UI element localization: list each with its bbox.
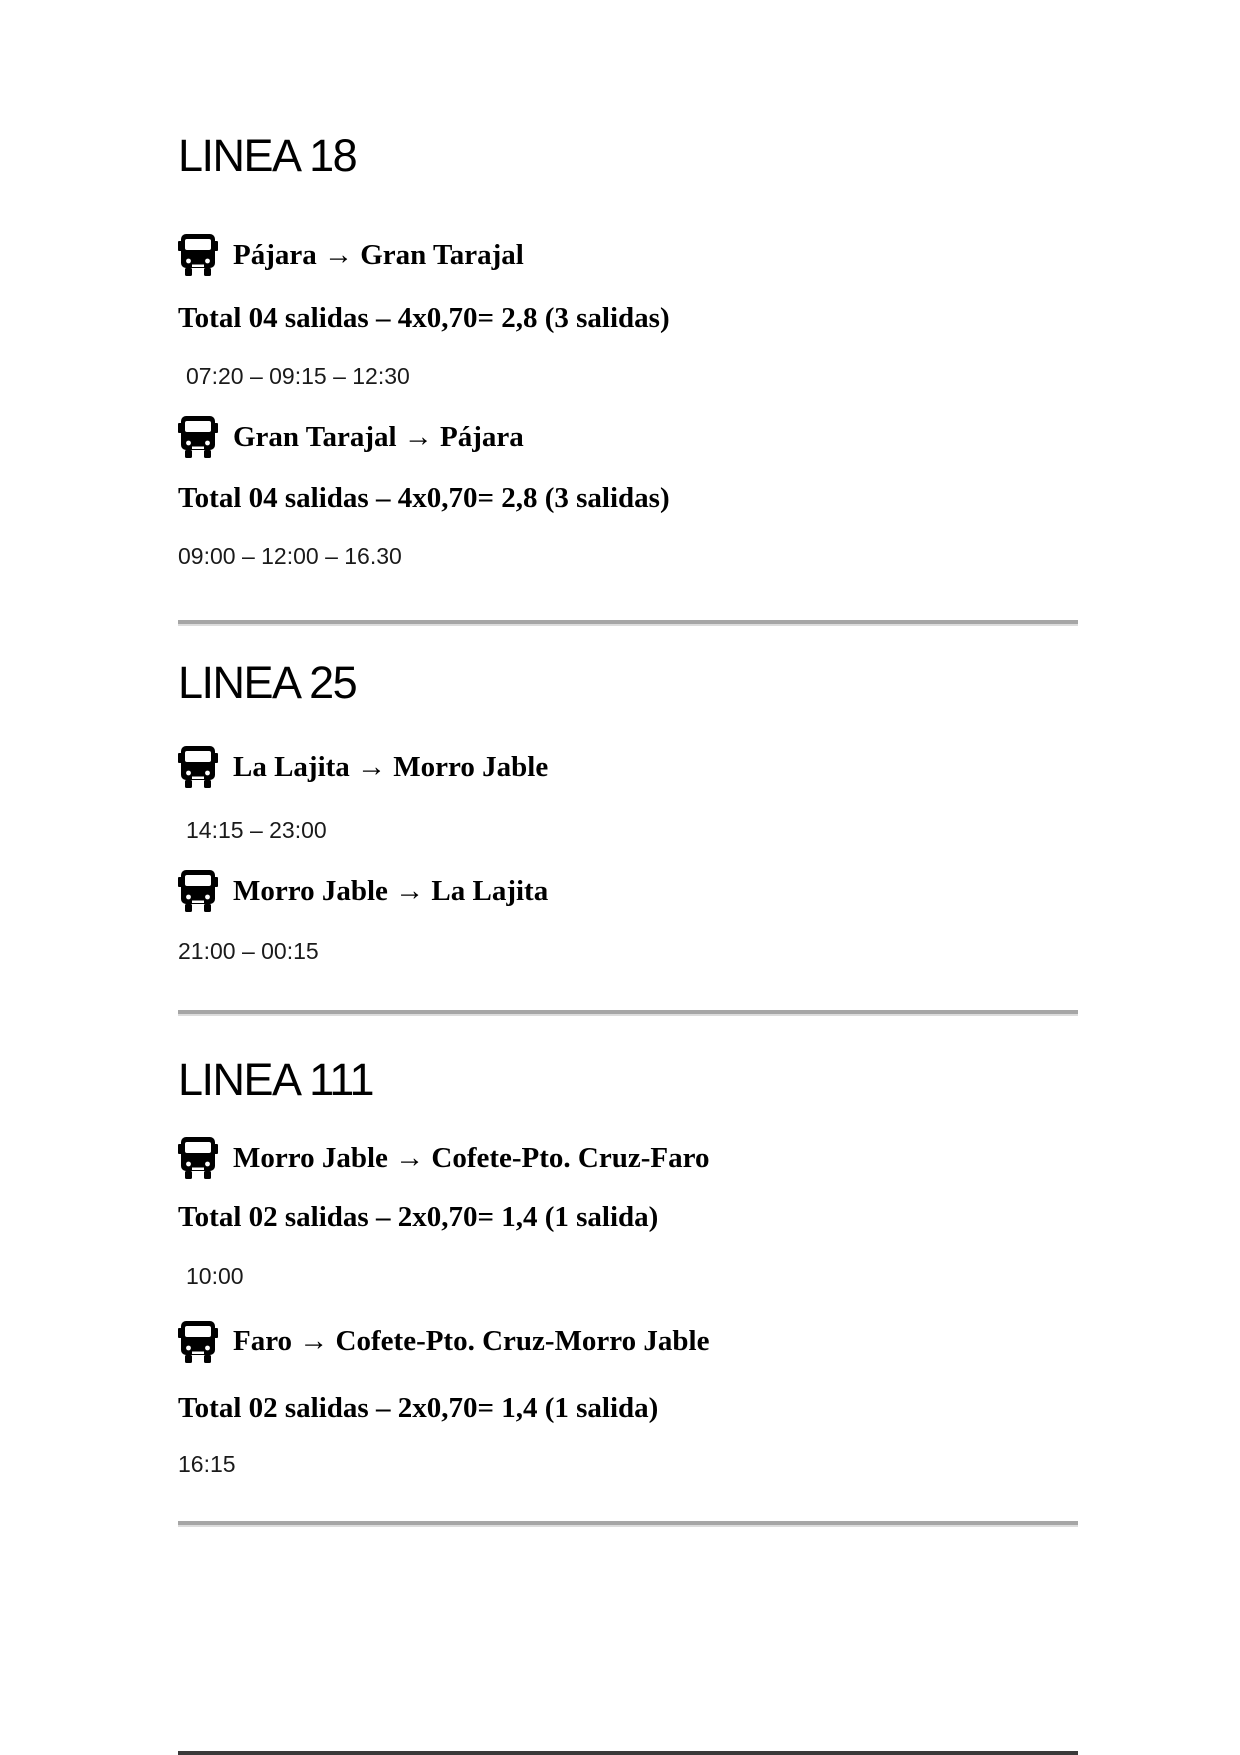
route-heading [178, 416, 1078, 458]
route-heading [178, 746, 1078, 788]
departure-times: 14:15 – 23:00 [186, 816, 327, 843]
route-label: Morro Jable → Cofete-Pto. Cruz-Faro [233, 1142, 710, 1175]
section-divider [178, 1521, 1078, 1527]
bus-icon [178, 870, 218, 912]
document-content [0, 130, 1240, 1527]
section-divider [178, 1010, 1078, 1016]
route-label: La Lajita → Morro Jable [233, 750, 549, 783]
route-label: Morro Jable → La Lajita [233, 874, 549, 907]
bus-icon [178, 746, 218, 788]
total-salidas: Total 02 salidas – 2x0,70= 1,4 (1 salida) [178, 1201, 659, 1234]
route-heading [178, 234, 1078, 276]
total-salidas: Total 04 salidas – 4x0,70= 2,8 (3 salidas) [178, 301, 670, 334]
route-heading [178, 870, 1078, 912]
section-title-linea-111: LINEA 111 [178, 1053, 373, 1105]
route-label: Gran Tarajal → Pájara [233, 420, 524, 453]
bus-icon [178, 416, 218, 458]
section-divider [178, 620, 1078, 626]
route-heading [178, 1321, 1078, 1363]
departure-times: 16:15 [178, 1450, 236, 1477]
departure-times: 21:00 – 00:15 [178, 937, 319, 964]
route-heading [178, 1137, 1078, 1179]
page-bottom-rule [178, 1751, 1078, 1755]
section-title-linea-25: LINEA 25 [178, 657, 357, 709]
departure-times: 09:00 – 12:00 – 16.30 [178, 543, 402, 570]
total-salidas: Total 02 salidas – 2x0,70= 1,4 (1 salida) [178, 1391, 659, 1424]
departure-times: 07:20 – 09:15 – 12:30 [186, 363, 410, 390]
bus-icon [178, 234, 218, 276]
section-title-linea-18: LINEA 18 [178, 130, 357, 181]
total-salidas: Total 04 salidas – 4x0,70= 2,8 (3 salidas) [178, 481, 670, 514]
bus-icon [178, 1137, 218, 1179]
departure-times: 10:00 [186, 1262, 244, 1289]
route-label: Pájara → Gran Tarajal [233, 238, 524, 271]
bus-icon [178, 1321, 218, 1363]
route-label: Faro → Cofete-Pto. Cruz-Morro Jable [233, 1325, 710, 1358]
